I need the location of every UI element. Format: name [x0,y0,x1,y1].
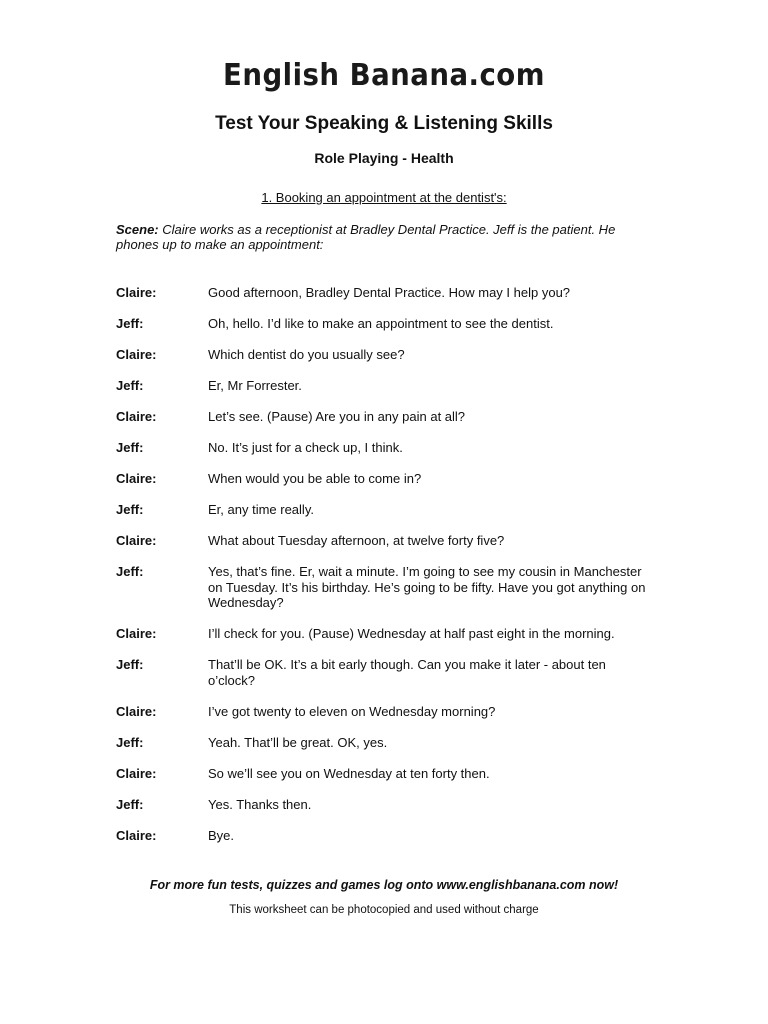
speaker-name: Jeff: [116,502,144,517]
scene-description [116,222,656,252]
footer-note: This worksheet can be photocopied and used without charge [229,904,539,916]
site-logo: English Banana.com [223,58,545,93]
dialogue-line [116,797,656,813]
dialogue-line [116,735,656,751]
utterance-text: Let’s see. (Pause) Are you in any pain at all? [208,409,466,424]
utterance-text: That’ll be OK. It’s a bit early though. Can you make it later - about ten o’clock? [208,657,606,688]
scene-text: Claire works as a receptionist at Bradley Dental Practice. Jeff is the patient. He phones up to make an appointment: [116,222,616,252]
dialogue-line [116,704,656,720]
utterance-text: Which dentist do you usually see? [208,347,405,362]
speaker-name: Claire: [116,285,157,300]
utterance-text: I’ve got twenty to eleven on Wednesday morning? [208,703,496,719]
speaker-name: Jeff: [116,316,144,331]
speaker-name: Jeff: [116,378,144,393]
speaker-name: Claire: [116,703,157,719]
utterance-text: Yes. Thanks then. [208,796,312,812]
speaker-name: Claire: [116,827,157,843]
speaker-name: Jeff: [116,796,144,812]
section-heading: 1. Booking an appointment at the dentist's: [261,190,507,205]
dialogue-line [116,502,656,518]
speaker-name: Claire: [116,409,157,424]
utterance-text: Yeah. That’ll be great. OK, yes. [208,734,388,750]
page-title: Test Your Speaking & Listening Skills [215,113,553,134]
dialogue-line [116,378,656,394]
utterance-text: Yes, that’s fine. Er, wait a minute. I’m going to see my cousin in Manchester on Tuesday. It’s his birthday. He’s going to be fifty. Have you got anything on Wednesday? [208,564,646,610]
speaker-name: Claire: [116,533,157,548]
speaker-name: Jeff: [116,657,144,672]
dialogue-line [116,316,656,332]
scene-label: Scene: [116,222,159,237]
promo-text: For more fun tests, quizzes and games log onto www.englishbanana.com now! [149,878,619,892]
utterance-text: Bye. [208,827,235,843]
page-subtitle: Role Playing - Health [314,150,454,166]
utterance-text: Er, any time really. [208,502,314,517]
utterance-text: Er, Mr Forrester. [208,378,302,393]
dialogue-line [116,440,656,456]
dialogue-line [116,533,656,549]
dialogue-line [116,471,656,487]
utterance-text: When would you be able to come in? [208,471,422,486]
dialogue-line [116,626,656,642]
dialogue-line [116,766,656,782]
utterance-text: What about Tuesday afternoon, at twelve forty five? [208,533,505,548]
dialogue-line [116,347,656,363]
speaker-name: Claire: [116,471,157,486]
utterance-text: I’ll check for you. (Pause) Wednesday at half past eight in the morning. [208,626,615,641]
utterance-text: Oh, hello. I’d like to make an appointment to see the dentist. [208,316,554,331]
speaker-name: Jeff: [116,564,144,579]
dialogue-list [116,285,656,859]
dialogue-line [116,409,656,425]
utterance-text: Good afternoon, Bradley Dental Practice. How may I help you? [208,285,571,300]
speaker-name: Jeff: [116,734,144,750]
dialogue-line [116,285,656,301]
speaker-name: Claire: [116,626,157,641]
dialogue-line [116,828,656,844]
dialogue-line [116,564,656,611]
dialogue-line [116,657,656,688]
speaker-name: Claire: [116,347,157,362]
utterance-text: So we’ll see you on Wednesday at ten forty then. [208,765,490,781]
speaker-name: Jeff: [116,440,144,455]
speaker-name: Claire: [116,765,157,781]
utterance-text: No. It’s just for a check up, I think. [208,440,403,455]
